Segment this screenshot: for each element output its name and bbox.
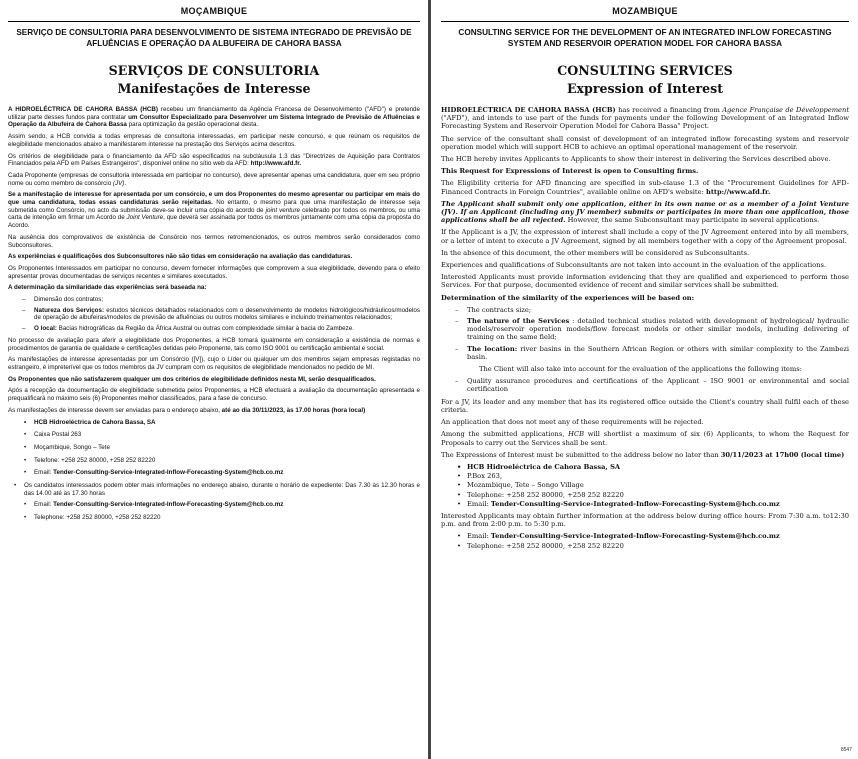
address-list xyxy=(441,463,849,508)
list-item: • Moçambique, Songo – Tete xyxy=(34,444,420,452)
list-item: – Quality assurance procedures and certifications of the Applicant – ISO 9001 or environmental and social certification xyxy=(467,377,849,393)
list-item: • Telephone: +258 252 80000, +258 252 82220 xyxy=(467,491,849,499)
portuguese-notice xyxy=(0,0,428,759)
list-item: – Dimensão dos contratos; xyxy=(34,296,420,304)
contact-list xyxy=(8,501,420,521)
english-notice xyxy=(431,0,858,759)
list-item: • Telephone: +258 252 80000, +258 252 82220 xyxy=(34,514,420,522)
notice-subject: CONSULTING SERVICE FOR THE DEVELOPMENT OF AN INTEGRATED INFLOW FORECASTING SYSTEM AND RESERVOIR OPERATION MODEL FOR CAHORA BASSA xyxy=(458,28,832,48)
jv-paragraph: If the Applicant is a JV, the expression of interest shall include a copy of the JV Agreement entered into by all members, or a letter of intent to execute a JV Agreement, signed by all members together with a copy of the Agreement proposal. xyxy=(441,228,849,245)
single-application-paragraph: Cada Proponente (empresas de consultoria interessada em participar no concurso), deve apresentar apenas uma candidatura, quer em seu próprio nome ou como membro de consórcio (JV). xyxy=(8,171,420,187)
subconsultant-paragraph: Na ausência dos comprovativos de existência de Consórcio nos termos retromencionados, os outros membros serão considerados como Subconsultores. xyxy=(8,233,420,249)
notice-title: CONSULTING SERVICES xyxy=(557,63,733,78)
client-evaluation-paragraph: The Client will also take into account for the evaluation of the applications the following items: xyxy=(479,365,802,374)
shortlist-paragraph: Após a recepção da documentação de elegibilidade submetida pelos Proponentes, a HCB efectuará a avaliação da documentação apresentada e prequalificará no máximo seis (6) Proponentes melhor classificados, para a fase de concurso. xyxy=(8,387,420,403)
jv-paragraph: Se a manifestação de interesse for apresentada por um consórcio, e um dos Proponentes do mesmo apresentar ou participar em mais do que uma candidatura, todas essas candidaturas serão rejeitadas. No entanto, o mesmo para que uma manifestação de interesse seja submetida como Consórcio, no acto da submissão deve-se incluir uma cópia do acordo de joint venture celebrado por todos os membros, ou uma carta de intenção em firmar um Acordo de Joint Venture, que deverá ser assinada por todos os membros juntamente com uma cópia da proposta do Acordo. xyxy=(8,191,420,230)
list-item: • Telephone: +258 252 80000, +258 252 82220 xyxy=(467,542,849,550)
list-item: • Email: Tender-Consulting-Service-Integrated-Inflow-Forecasting-System@hcb.co.mz xyxy=(467,532,849,540)
list-item: • Telefone: +258 252 80000, +258 252 82220 xyxy=(34,457,420,465)
shortlist-paragraph: Among the submitted applications, HCB will shortlist a maximum of six (6) Applicants, to whom the Request for Proposals to carry out the Services shall be sent. xyxy=(441,430,849,447)
email-link[interactable]: Tender-Consulting-Service-Integrated-Inflow-Forecasting-System@hcb.co.mz xyxy=(53,501,284,509)
list-item: – The contracts size; xyxy=(467,306,849,314)
eligibility-paragraph: The Eligibility criteria for AFD financing are specified in sub-clause 1.3 of the "Procurement Guidelines for AFD-Financed Contracts in Foreign Countries", available online on AFD's website: http://www.afd.fr. xyxy=(441,179,849,196)
single-application-paragraph: The Applicant shall submit only one application, either in its own name or as a member of a Joint Venture (JV). If an Applicant (including any JV member) submits or participates in more than one application, those applications shall be all rejected. However, the same Subconsultant may participate in several applications. xyxy=(441,199,849,225)
email-link[interactable]: Tender-Consulting-Service-Integrated-Inflow-Forecasting-System@hcb.co.mz xyxy=(490,499,780,508)
list-item: – Natureza dos Serviços: estudos técnicos detalhados relacionados com o desenvolvimento de modelos hidrológicos/hidráulicos/modelos de operação de albufeiras/modelos de previsão de afluências ou outros modelos similares e incluindo treinamentos relacionados; xyxy=(34,307,420,322)
list-item: • Os candidatos interessados podem obter mais informações no endereço abaixo, durante o horário de expediente: Das 7.30 às 12.30 horas e das 14.00 até às 17.30 horas xyxy=(24,482,420,497)
quality-paragraph: No processo de avaliação para aferir a elegibilidade dos Proponentes, a HCB tomará igualmente em consideração a existência de normas e procedimentos de garantia de qualidade e certificações detidas pelo Proponente, tais como ISO 9001 ou certificação ambiental e social. xyxy=(8,336,420,352)
list-item: • Email: Tender-Consulting-Service-Integrated-Inflow-Forecasting-System@hcb.co.mz xyxy=(467,500,849,508)
list-item: • Mozambique, Tete – Songo Village xyxy=(467,481,849,489)
ad-code: 8547 xyxy=(840,747,852,753)
intro-paragraph: A HIDROELÉCTRICA DE CAHORA BASSA (HCB) recebeu um financiamento da Agência Francesa de Desenvolvimento ("AFD") e pretende utilizar parte desses fundos para contratar um Consultor Especializado para Desenvolver um Sistema Integrado de Previsão de Afluências e Operação da Albufeira de Cahora Bassa para optimização da gestão operacional desta. xyxy=(8,106,420,129)
experience-note: Experiences and qualifications of Subconsultants are not taken into account in the evaluation of the applications. xyxy=(441,261,827,270)
experience-note: As experiências e qualificações dos Subconsultores não são tidas em consideração na avaliação das candidaturas. xyxy=(8,253,353,261)
deadline-paragraph: The Expressions of Interest must be submitted to the address below no later than 30/11/2023 at 17h00 (local time) xyxy=(441,450,845,459)
notice-subject: SERVIÇO DE CONSULTORIA PARA DESENVOLVIMENTO DE SISTEMA INTEGRADO DE PREVISÃO DE AFLUÊNCIAS E OPERAÇÃO DA ALBUFEIRA DE CAHORA BASSA xyxy=(16,28,412,48)
country-header: MOÇAMBIQUE xyxy=(8,0,420,22)
list-item: – The location: river basins in the Southern African Region or others with similar complexity to the Zambezi basin. xyxy=(467,345,849,361)
subconsultant-paragraph: In the absence of this document, the other members will be considered as Subconsultants. xyxy=(441,248,750,257)
intro-paragraph: HIDROELÉCTRICA DE CAHORA BASSA (HCB) has received a financing from Agence Française de Développement ("AFD"), and intends to use part of the funds for payments under the following Development of an Integrated Inflow Forecasting System and Reservoir Operation Model for Cahora Bassa" Project. xyxy=(441,106,850,131)
email-link[interactable]: Tender-Consulting-Service-Integrated-Inflow-Forecasting-System@hcb.co.mz xyxy=(490,532,780,541)
similarity-list xyxy=(441,306,849,361)
consortium-paragraph: As manifestações de interesse apresentadas por um Consórcio ([V]), cujo o Líder ou qualquer um dos membros sejam empresas registadas no estrangeiro, é impreterível que os todos membros da JV cumpram com os requisitos de elegibilidade mencionados no pedido de MI. xyxy=(8,356,420,371)
list-item: • HCB Hidroeléctrica de Cahora Bassa, SA xyxy=(34,419,420,427)
list-item: • P.Box 263, xyxy=(467,472,849,480)
list-item: • HCB Hidroeléctrica de Cahora Bassa, SA xyxy=(467,463,849,471)
disqualification-paragraph: Os Proponentes que não satisfazerem qualquer um dos critérios de elegibilidade definidos nesta MI, serão desqualificados. xyxy=(8,375,376,383)
evidence-paragraph: Interested Applicants must provide information evidencing that they are qualified and experienced to perform those Services. For that purpose, documented evidence of recent and similar services shall be submitted. xyxy=(441,273,849,290)
invitation-paragraph: Assim sendo, a HCB convida a todas empresas de consultoria interessadas, em participar neste concurso, e que reúnam os requisitos de elegibilidade mencionados abaixo a manifestarem interesse na prestação dos Serviços acima descritos. xyxy=(8,133,420,148)
list-item: – O local: Bacias hidrográficas da Região da África Austral ou outras com complexidade similar à bacia do Zambeze. xyxy=(34,325,420,333)
list-item: – The nature of the Services : detailed technical studies related with development of hydrological/ hydraulic models/reservoir operation models/flow forecast models or other similar models, including delivering of training on the same field; xyxy=(467,317,849,342)
list-item: • Email: Tender-Consulting-Service-Integrated-Inflow-Forecasting-System@hcb.co.mz xyxy=(34,469,420,477)
country-header: MOZAMBIQUE xyxy=(441,0,849,22)
list-item: • Caixa Postal 263 xyxy=(34,431,420,439)
quality-list xyxy=(441,377,849,393)
notice-subtitle: Expression of Interest xyxy=(566,81,724,96)
eligibility-paragraph: Os critérios de elegibilidade para o financiamento da AFD são especificados na subcláusula 1.3 das "Directrizes de Aquisição para Contratos Financiados pela AFD em Países Estrangeiros", disponível online no sítio web da AFD: http://www.afd.fr. xyxy=(8,152,420,168)
contact-list xyxy=(441,532,849,549)
evidence-paragraph: Os Proponentes Interessados em participar no concurso, devem fornecer informações que comprovem a sua elegibilidade, devendo para o efeito apresentar provas documentadas de serviços recentes e similares executados. xyxy=(8,264,420,280)
notice-title: SERVIÇOS DE CONSULTORIA xyxy=(108,63,320,78)
similarity-heading: Determination of the similarity of the experiences will be based on: xyxy=(441,293,695,302)
service-paragraph: The service of the consultant shall consist of development of an integrated inflow forecasting system and reservoir operation model which will support HCB to achieve an optimal operational management of the reservoir. xyxy=(441,134,849,151)
jv-criteria-paragraph: For a JV, its leader and any member that has its registered office outside the Client's country shall fulfil each of these criteria. xyxy=(441,397,849,414)
similarity-list xyxy=(8,296,420,333)
list-item: • Email: Tender-Consulting-Service-Integrated-Inflow-Forecasting-System@hcb.co.mz xyxy=(34,501,420,509)
hours-paragraph: Interested Applicants may obtain further information at the address below during office hours: From 7:30 a.m. to12:30 p.m. and from 2:00 p.m. to 5:30 p.m. xyxy=(441,511,849,529)
hours-list xyxy=(8,482,420,497)
deadline-paragraph: As manifestações de interesse devem ser enviadas para o endereço abaixo, até ao dia 30/11/2023, às 17.00 horas (hora local) xyxy=(8,406,366,414)
address-list xyxy=(8,419,420,478)
invitation-paragraph: The HCB hereby invites Applicants to Applicants to show their interest in delivering the Services described above. xyxy=(441,155,831,164)
open-to-paragraph: This Request for Expressions of Interest is open to Consulting firms. xyxy=(441,167,699,176)
rejection-paragraph: An application that does not meet any of these requirements will be rejected. xyxy=(441,418,704,427)
email-link[interactable]: Tender-Consulting-Service-Integrated-Inflow-Forecasting-System@hcb.co.mz xyxy=(53,469,284,477)
similarity-heading: A determinação da similaridade das experiências será baseada na: xyxy=(8,284,207,292)
notice-subtitle: Manifestações de Interesse xyxy=(117,81,311,96)
